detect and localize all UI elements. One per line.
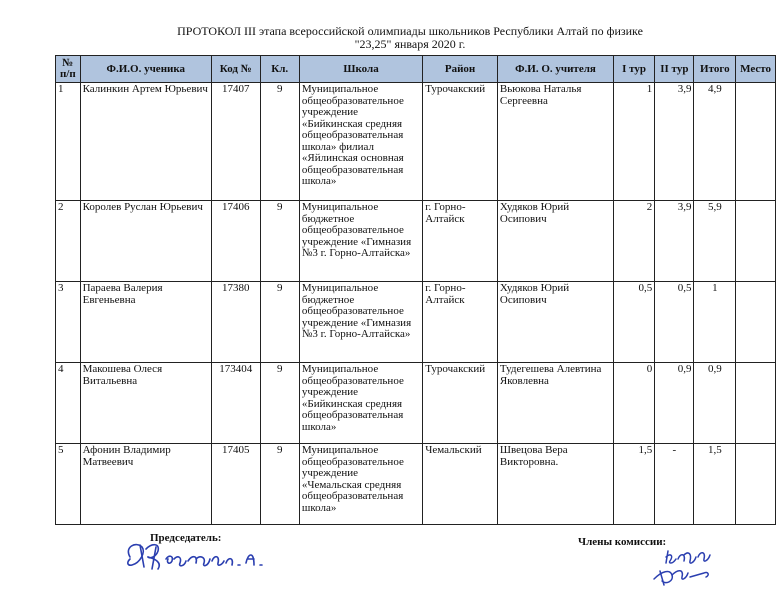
col-code: Код № [211,56,260,83]
cell-tour2: - [655,444,694,525]
cell-code: 17405 [211,444,260,525]
cell-district: Турочакский [423,83,498,201]
cell-name: Калинкин Артем Юрьевич [80,83,211,201]
cell-place [736,201,776,282]
cell-grade: 9 [260,363,299,444]
cell-grade: 9 [260,83,299,201]
results-table [55,55,776,525]
col-num: № п/п [56,56,81,83]
cell-code: 17407 [211,83,260,201]
chairman-label: Председатель: [150,532,222,544]
cell-total: 5,9 [694,201,736,282]
cell-tour2: 0,5 [655,282,694,363]
table-header-row [56,56,776,83]
cell-total: 0,9 [694,363,736,444]
cell-school: Муниципальное бюджетное общеобразовательное учреждение «Гимназия №3 г. Горно-Алтайска» [299,282,422,363]
cell-school: Муниципальное общеобразовательное учреждение «Бийкинская средняя общеобразовательная школа» [299,363,422,444]
cell-grade: 9 [260,282,299,363]
cell-district: Турочакский [423,363,498,444]
cell-name: Параева Валерия Евгеньевна [80,282,211,363]
cell-teacher: Худяков Юрий Осипович [497,282,613,363]
cell-place [736,363,776,444]
cell-tour2: 3,9 [655,201,694,282]
cell-num: 2 [56,201,81,282]
col-tour1: I тур [613,56,654,83]
col-teacher: Ф.И. О. учителя [497,56,613,83]
table-row [56,282,776,363]
cell-name: Афонин Владимир Матвеевич [80,444,211,525]
cell-school: Муниципальное общеобразовательное учреждение «Бийкинская средняя общеобразовательная школа» филиал «Яйлинская основная общеобразовательная школа» [299,83,422,201]
cell-num: 1 [56,83,81,201]
protocol-date: "23,25" января 2020 г. [354,37,466,51]
col-school: Школа [299,56,422,83]
cell-tour2: 3,9 [655,83,694,201]
cell-total: 1,5 [694,444,736,525]
cell-place [736,282,776,363]
cell-tour2: 0,9 [655,363,694,444]
cell-grade: 9 [260,444,299,525]
cell-code: 173404 [211,363,260,444]
commission-member-signature [648,545,726,589]
cell-district: г. Горно-Алтайск [423,282,498,363]
cell-teacher: Швецова Вера Викторовна. [497,444,613,525]
table-row [56,444,776,525]
table-row [56,201,776,282]
cell-school: Муниципальное общеобразовательное учреждение «Чемальская средняя общеобразовательная школа» [299,444,422,525]
cell-total: 1 [694,282,736,363]
cell-name: Макошева Олеся Витальевна [80,363,211,444]
cell-total: 4,9 [694,83,736,201]
cell-place [736,444,776,525]
col-tour2: II тур [655,56,694,83]
cell-teacher: Тудегешева Алевтина Яковлевна [497,363,613,444]
cell-code: 17380 [211,282,260,363]
cell-name: Королев Руслан Юрьевич [80,201,211,282]
col-district: Район [423,56,498,83]
col-grade: Кл. [260,56,299,83]
commission-members-label: Члены комиссии: [578,536,667,548]
protocol-title: ПРОТОКОЛ III этапа всероссийской олимпиады школьников Республики Алтай по физике [177,24,643,38]
cell-code: 17406 [211,201,260,282]
cell-tour1: 0 [613,363,654,444]
cell-grade: 9 [260,201,299,282]
col-name: Ф.И.О. ученика [80,56,211,83]
cell-num: 4 [56,363,81,444]
cell-teacher: Худяков Юрий Осипович [497,201,613,282]
cell-place [736,83,776,201]
cell-district: г. Горно-Алтайск [423,201,498,282]
cell-school: Муниципальное бюджетное общеобразовательное учреждение «Гимназия №3 г. Горно-Алтайска» [299,201,422,282]
cell-tour1: 2 [613,201,654,282]
cell-num: 5 [56,444,81,525]
cell-tour1: 1 [613,83,654,201]
cell-tour1: 1,5 [613,444,654,525]
cell-num: 3 [56,282,81,363]
table-row [56,83,776,201]
cell-teacher: Вьюкова Наталья Сергеевна [497,83,613,201]
cell-district: Чемальский [423,444,498,525]
table-row [56,363,776,444]
chairman-signature [122,537,292,573]
col-place: Место [736,56,776,83]
col-total: Итого [694,56,736,83]
cell-tour1: 0,5 [613,282,654,363]
